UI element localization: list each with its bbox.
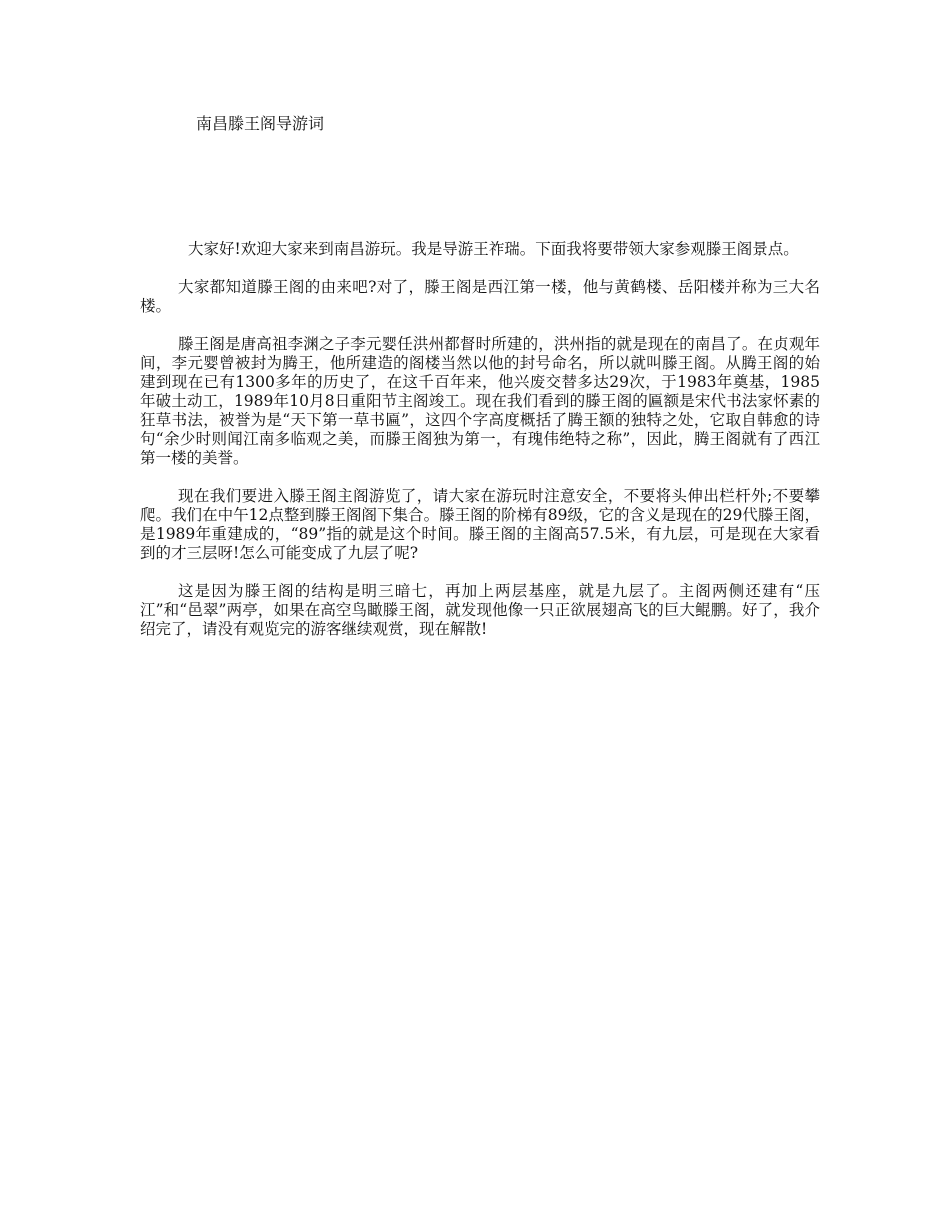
paragraph-structure: 这是因为滕王阁的结构是明三暗七，再加上两层基座，就是九层了。主阁两侧还建有“压江”和“邑翠”两亭，如果在高空鸟瞰滕王阁，就发现他像一只正欲展翅高飞的巨大鲲鹏。好了，我介绍完了，请没有观览完的游客继续观赏，现在解散! xyxy=(140,582,820,638)
paragraph-origin: 大家都知道滕王阁的由来吧?对了，滕王阁是西江第一楼，他与黄鹤楼、岳阳楼并称为三大名楼。 xyxy=(140,278,820,315)
paragraph-visit: 现在我们要进入滕王阁主阁游览了，请大家在游玩时注意安全，不要将头伸出栏杆外;不要攀爬。我们在中午12点整到滕王阁阁下集合。滕王阁的阶梯有89级，它的含义是现在的29代滕王阁，是1989年重建成的，“89”指的就是这个时间。滕王阁的主阁高57.5米，有九层，可是现在大家看到的才三层呀!怎么可能变成了九层了呢? xyxy=(140,487,820,562)
document-title: 南昌滕王阁导游词 xyxy=(196,114,325,133)
paragraph-greeting: 大家好!欢迎大家来到南昌游玩。我是导游王祚瑞。下面我将要带领大家参观滕王阁景点。 xyxy=(188,240,799,258)
paragraph-history: 滕王阁是唐高祖李渊之子李元婴任洪州都督时所建的，洪州指的就是现在的南昌了。在贞观年间，李元婴曾被封为腾王，他所建造的阁楼当然以他的封号命名，所以就叫滕王阁。从腾王阁的始建到现在已有1300多年的历史了，在这千百年来，他兴废交替多达29次，于1983年奠基，1985年破土动工，1989年10月8日重阳节主阁竣工。现在我们看到的滕王阁的匾额是宋代书法家怀素的狂草书法，被誉为是“天下第一草书匾”，这四个字高度概括了腾王额的独特之处，它取自韩愈的诗句“余少时则闻江南多临观之美，而滕王阁独为第一，有瑰伟绝特之称”，因此，腾王阁就有了西江第一楼的美誉。 xyxy=(140,335,820,467)
document-body xyxy=(140,240,820,639)
